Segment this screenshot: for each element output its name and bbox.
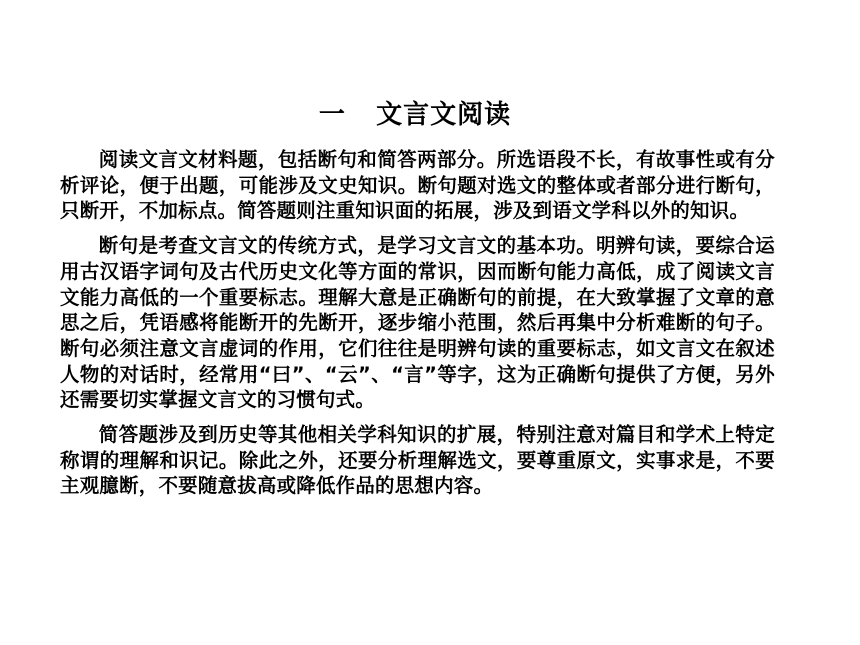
paragraph-reading-overview: 阅读文言文材料题，包括断句和简答两部分。所选语段不长，有故事性或有分析评论，便于出题，可能涉及文史知识。断句题对选文的整体或者部分进行断句，只断开，不加标点。简答题则注重知识面的拓展，涉及到语文学科以外的知识。 [60, 148, 775, 223]
paragraph-sentence-breaking: 断句是考查文言文的传统方式，是学习文言文的基本功。明辨句读，要综合运用古汉语字词句及古代历史文化等方面的常识，因而断句能力高低，成了阅读文言文能力高低的一个重要标志。理解大意是正确断句的前提，在大致掌握了文章的意思之后，凭语感将能断开的先断开，逐步缩小范围，然后再集中分析难断的句子。断句必须注意文言虚词的作用，它们往往是明辨句读的重要标志，如文言文在叙述人物的对话时，经常用“曰”、“云”、“言”等字，这为正确断句提供了方便，另外还需要切实掌握文言文的习惯句式。 [60, 234, 775, 412]
paragraph-short-answer: 简答题涉及到历史等其他相关学科知识的扩展，特别注意对篇目和学术上特定称谓的理解和识记。除此之外，还要分析理解选文，要尊重原文，实事求是，不要主观臆断，不要随意拔高或降低作品的思想内容。 [60, 423, 775, 498]
body-text [60, 147, 775, 508]
slide-title: 一 文言文阅读 [318, 100, 512, 130]
